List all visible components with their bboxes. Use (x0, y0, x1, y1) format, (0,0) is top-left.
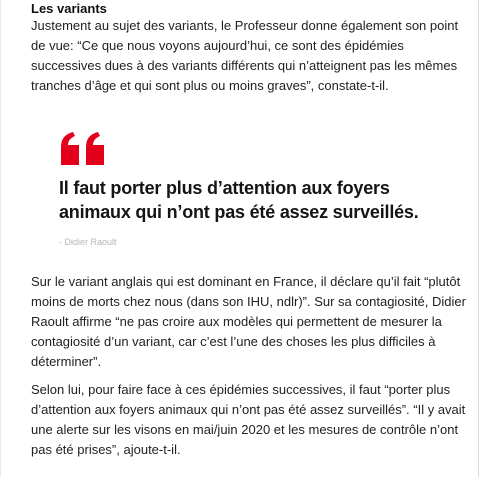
paragraph-line: Selon lui, pour faire face à ces épidémies successives, il faut “porter plus (31, 382, 451, 397)
paragraph-line: Justement au sujet des variants, le Professeur donne également son point (31, 18, 459, 33)
paragraph-line: Sur le variant anglais qui est dominant en France, il déclare qu’il fait “plutôt (31, 274, 461, 289)
paragraph-line: d’attention aux foyers animaux qui n’ont pas été assez surveillés”. “Il y avait (31, 402, 466, 417)
paragraph-line: une alerte sur les visons en mai/juin 2020 et les mesures de contrôle n’ont (31, 422, 459, 437)
paragraph-line: déterminer”. (31, 354, 102, 369)
closing-paragraph (31, 380, 466, 460)
paragraph-line: tranches d’âge et qui sont plus ou moins graves”, constate-t-il. (31, 78, 389, 93)
section-heading: Les variants (31, 1, 107, 16)
quote-line: animaux qui n’ont pas été assez surveillés. (59, 202, 419, 222)
quote-line: Il faut porter plus d’attention aux foyers (59, 178, 390, 198)
paragraph-line: successives dues à des variants différents qui n’atteignent pas les mêmes (31, 58, 458, 73)
quote-mark-icon (59, 131, 107, 167)
paragraph-line: de vue: “Ce que nous voyons aujourd’hui, ce sont des épidémies (31, 38, 404, 53)
paragraph-line: contagiosité d’un variant, car c’est l’une des choses les plus difficiles à (31, 334, 436, 349)
left-divider (0, 0, 1, 477)
paragraph-line: Raoult affirme “ne pas croire aux modèles qui permettent de mesurer la (31, 314, 442, 329)
paragraph-line: pas été prises”, ajoute-t-il. (31, 442, 181, 457)
pull-quote (56, 128, 456, 253)
quote-author: - Didier Raoult (59, 237, 117, 247)
quote-text (59, 176, 454, 224)
paragraph-line: moins de morts chez nous (dans son IHU, ndlr)”. Sur sa contagiosité, Didier (31, 294, 466, 309)
intro-paragraph (31, 16, 459, 96)
middle-paragraph (31, 272, 466, 372)
scrollbar-track[interactable] (478, 0, 485, 477)
